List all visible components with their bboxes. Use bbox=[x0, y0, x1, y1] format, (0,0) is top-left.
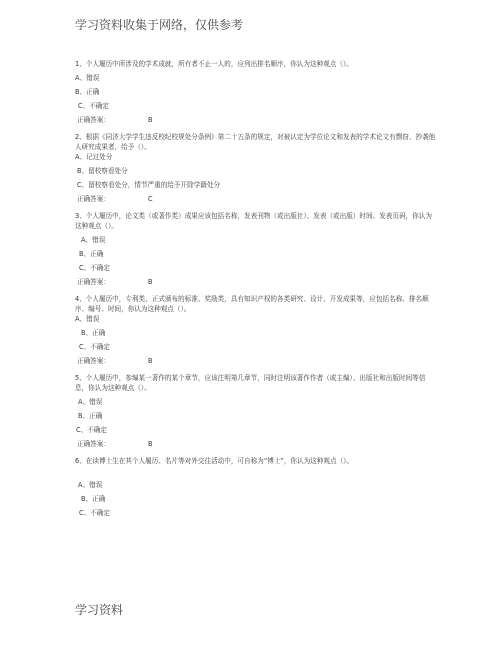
answer-value: B bbox=[148, 440, 153, 448]
option-c: C、不确定 bbox=[79, 509, 110, 517]
answer-line bbox=[75, 115, 437, 125]
option-a: A、错误 bbox=[78, 481, 103, 489]
option-b: B、正确 bbox=[81, 495, 106, 503]
question-2 bbox=[75, 132, 437, 204]
option-a: A、错误 bbox=[81, 236, 106, 244]
option-b: B、留校察看处分 bbox=[77, 167, 128, 175]
answer-value: B bbox=[148, 357, 153, 365]
option-c: C、留校察看处分，情节严重的给予开除学籍处分 bbox=[77, 181, 221, 189]
question-list bbox=[75, 59, 437, 518]
option-b: B、正确 bbox=[78, 412, 103, 420]
answer-value: B bbox=[148, 278, 153, 286]
answer-line bbox=[75, 439, 437, 449]
question-6 bbox=[75, 456, 437, 518]
answer-line bbox=[75, 356, 437, 366]
option-b: B、正确 bbox=[75, 88, 100, 96]
option-b: B、正确 bbox=[81, 329, 106, 337]
question-text: 6、在读博士生在其个人履历、名片等对外交往活动中，可自称为“博士”，你认为这种观点（）。 bbox=[75, 457, 354, 465]
question-text: 3、个人履历中，论文类（或著作类）成果应该包括名称，发表刊物（或出版社）、发表（或出版）时间、发表页码，你认为这种观点（）。 bbox=[75, 212, 432, 230]
option-c: C、不确定 bbox=[79, 343, 110, 351]
option-c: C、不确定 bbox=[76, 426, 107, 434]
question-5 bbox=[75, 373, 437, 449]
answer-label: 正确答案： bbox=[77, 116, 110, 124]
question-text: 4、个人履历中，专利类、正式颁布的标准、奖励类，具有知识产权的各类研究、设计、开发成果等，应包括名称、排名顺序、编号、时间，你认为这种观点（）。 bbox=[75, 295, 429, 313]
question-4 bbox=[75, 294, 437, 366]
answer-line bbox=[75, 194, 437, 204]
answer-label: 正确答案： bbox=[77, 195, 110, 203]
option-a: A、记过处分 bbox=[75, 153, 113, 161]
question-1 bbox=[75, 59, 437, 125]
answer-value: C bbox=[148, 195, 153, 203]
answer-label: 正确答案： bbox=[77, 278, 110, 286]
option-a: A、错误 bbox=[75, 315, 100, 323]
page-header: 学习资料收集于网络，仅供参考 bbox=[75, 18, 244, 32]
question-text: 2、根据《同济大学学生违反校纪校规处分条例》第二十五条的规定，对被认定为学位论文和发表的学术论文有剽窃、抄袭他人研究成果者，给予（）。 bbox=[75, 133, 436, 151]
page-footer: 学习资料 bbox=[75, 603, 124, 617]
option-c: C、不确定 bbox=[79, 264, 110, 272]
option-a: A、错误 bbox=[78, 398, 103, 406]
option-c: C、不确定 bbox=[78, 102, 109, 110]
question-text: 5、个人履历中，参编某一著作的某个章节，应该注明第几章节，同时注明该著作作者（或主编）、出版社和出版时间等信息，你认为这种观点（）。 bbox=[75, 374, 426, 392]
answer-line bbox=[75, 277, 437, 287]
option-a: A、错误 bbox=[75, 74, 100, 82]
option-b: B、正确 bbox=[79, 250, 104, 258]
answer-label: 正确答案： bbox=[77, 357, 110, 365]
answer-value: B bbox=[148, 116, 153, 124]
question-text: 1、个人履历中所涉及的学术成就，所有者不止一人的，应列出排名顺序，你认为这种观点（）。 bbox=[75, 60, 353, 68]
question-3 bbox=[75, 211, 437, 287]
answer-label: 正确答案： bbox=[77, 440, 110, 448]
